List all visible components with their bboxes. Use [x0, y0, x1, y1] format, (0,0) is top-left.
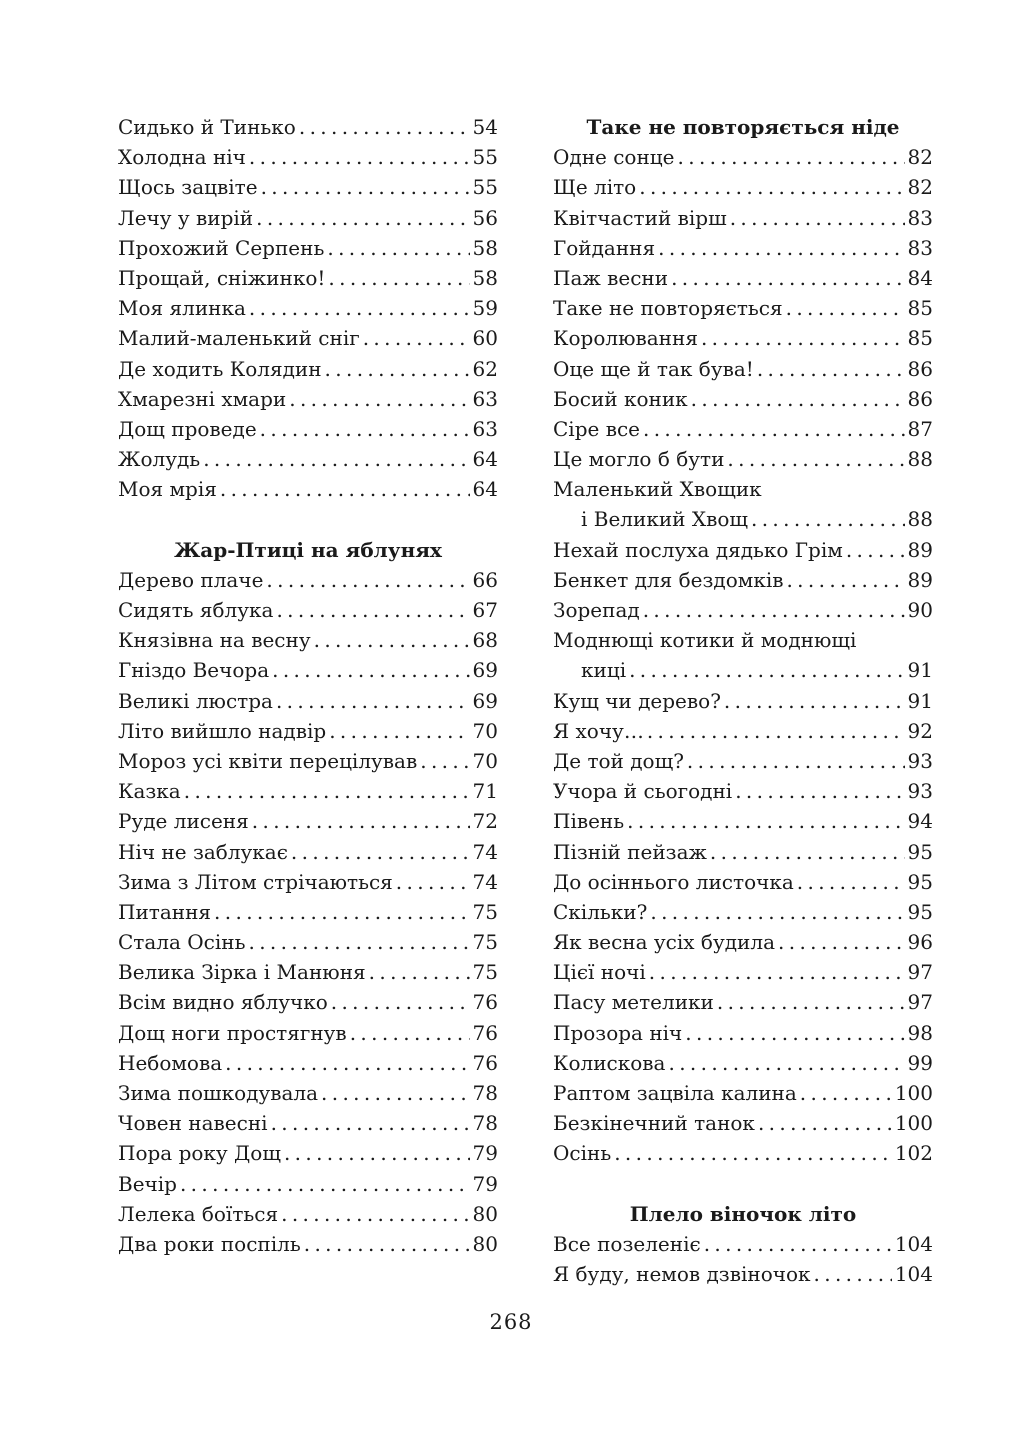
toc-entry-page: 64 [472, 447, 498, 472]
leader-dots [650, 897, 904, 927]
toc-group [553, 535, 933, 626]
toc-entry-page: 58 [472, 265, 498, 290]
leader-dots [735, 776, 904, 806]
toc-entry-page: 54 [472, 115, 498, 139]
leader-dots [420, 746, 469, 776]
toc-entry-title: Кущ чи дерево? [553, 688, 721, 713]
toc-entry-page: 74 [472, 869, 498, 894]
toc-entry-title: Великі люстра [118, 688, 273, 713]
leader-dots [276, 686, 470, 716]
toc-entry [553, 263, 933, 293]
toc-group [553, 686, 933, 1169]
toc-entry-title: Пасу метелики [553, 990, 714, 1015]
section-heading: Плело віночок літо [629, 1201, 857, 1226]
toc-entry [118, 837, 498, 867]
toc-entry [118, 776, 498, 806]
toc-entry-title: Казка [118, 779, 181, 804]
leader-dots [797, 867, 905, 897]
toc-entry-page: 74 [472, 839, 498, 864]
toc-entry-page: 96 [907, 930, 933, 955]
leader-dots [643, 414, 905, 444]
toc-entry-title: Гойдання [553, 235, 656, 260]
toc-entry-title: Півень [553, 809, 625, 834]
toc-entry [553, 354, 933, 384]
leader-dots [327, 233, 469, 263]
toc-entry [553, 987, 933, 1017]
toc-entry-wrapped [553, 625, 933, 685]
toc-entry-title: Де той дощ? [553, 748, 684, 773]
leader-dots [846, 535, 905, 565]
leader-dots [614, 1138, 892, 1168]
toc-entry [553, 1048, 933, 1078]
leader-dots [289, 384, 469, 414]
leader-dots [281, 1199, 469, 1229]
leader-dots [814, 1259, 892, 1289]
toc-entry-title: Таке не повторяється [553, 296, 783, 321]
toc-entry-page: 55 [472, 145, 498, 170]
leader-dots [325, 354, 470, 384]
toc-entry [118, 354, 498, 384]
leader-dots [800, 1078, 892, 1108]
leader-dots [724, 686, 905, 716]
toc-entry-title: Дощ ноги простягнув [118, 1020, 347, 1045]
toc-entry [553, 233, 933, 263]
toc-entry-title: Князівна на весну [118, 628, 311, 653]
toc-entry-title: Хмарезні хмари [118, 386, 287, 411]
toc-entry-page: 70 [472, 748, 498, 773]
toc-entry [553, 716, 933, 746]
leader-dots [214, 897, 470, 927]
toc-entry-title: Сидять яблука [118, 598, 274, 622]
toc-entry-page: 95 [907, 899, 933, 924]
section-gap [118, 504, 498, 534]
leader-dots [649, 957, 905, 987]
toc-entry [118, 1169, 498, 1199]
toc-entry-page: 100 [894, 1111, 933, 1136]
toc-entry-title: Це могло б бути [553, 447, 725, 472]
toc-entry-title: Дощ проведе [118, 416, 257, 441]
leader-dots [639, 172, 904, 202]
toc-entry [118, 625, 498, 655]
leader-dots [396, 867, 470, 897]
leader-dots [249, 293, 470, 323]
toc-entry-page: 92 [907, 718, 933, 743]
toc-entry [553, 776, 933, 806]
leader-dots [704, 1229, 892, 1259]
toc-entry-page: 62 [472, 356, 498, 381]
toc-entry-page: 87 [907, 416, 933, 441]
toc-entry-title: Оце ще й так бува! [553, 356, 754, 381]
toc-entry [553, 867, 933, 897]
toc-entry-page: 97 [907, 990, 933, 1015]
toc-entry [118, 1078, 498, 1108]
toc-entry-page: 88 [907, 507, 933, 532]
toc-entry-title: Прозора ніч [553, 1020, 683, 1045]
toc-entry [553, 293, 933, 323]
toc-entry-title: Руде лисеня [118, 809, 249, 834]
toc-entry-title: Безкінечний танок [553, 1111, 755, 1136]
leader-dots [758, 1108, 892, 1138]
toc-entry-page: 85 [907, 326, 933, 351]
toc-entry [553, 444, 933, 474]
toc-entry-title: Сидько й Тинько [118, 115, 296, 139]
toc-entry-page: 95 [907, 869, 933, 894]
leader-dots [331, 987, 470, 1017]
toc-entry-page: 99 [907, 1050, 933, 1075]
toc-entry-page: 86 [907, 386, 933, 411]
toc-entry-title: Я буду, немов дзвіночок [553, 1262, 811, 1287]
toc-group [118, 112, 498, 504]
toc-entry-title: Як весна усіх будила [553, 930, 776, 955]
toc-entry [118, 293, 498, 323]
leader-dots [284, 1138, 470, 1168]
leader-dots [727, 444, 904, 474]
section-heading: Таке не повторяється ніде [586, 115, 900, 139]
toc-entry [118, 897, 498, 927]
leader-dots [691, 384, 905, 414]
toc-entry-page: 76 [472, 1020, 498, 1045]
toc-group [553, 142, 933, 474]
leader-dots [321, 1078, 470, 1108]
toc-entry [118, 323, 498, 353]
toc-entry-page: 82 [907, 145, 933, 170]
leader-dots [701, 323, 905, 353]
toc-entry [118, 1018, 498, 1048]
toc-entry-page: 66 [472, 567, 498, 592]
toc-entry [118, 203, 498, 233]
leader-dots [256, 203, 469, 233]
toc-entry [553, 1018, 933, 1048]
toc-entry-page: 71 [472, 779, 498, 804]
toc-entry-page: 85 [907, 296, 933, 321]
toc-entry-title: Холодна ніч [118, 145, 246, 170]
leader-dots [350, 1018, 470, 1048]
leader-dots [225, 1048, 469, 1078]
leader-dots [710, 837, 905, 867]
toc-entry [118, 263, 498, 293]
toc-entry-page: 86 [907, 356, 933, 381]
toc-entry [553, 565, 933, 595]
toc-entry [118, 957, 498, 987]
toc-entry-page: 63 [472, 416, 498, 441]
toc-entry-title: Малий-маленький сніг [118, 326, 360, 351]
toc-entry [118, 444, 498, 474]
toc-entry-title: Літо вийшло надвір [118, 718, 327, 743]
toc-entry-title: Де ходить Колядин [118, 356, 322, 381]
leader-dots [647, 716, 905, 746]
toc-entry [118, 384, 498, 414]
leader-dots [363, 323, 470, 353]
toc-entry-title: Босий коник [553, 386, 688, 411]
toc-entry [118, 746, 498, 776]
toc-entry [118, 172, 498, 202]
toc-entry-title: Нехай послуха дядько Грім [553, 537, 843, 562]
toc-entry-page: 102 [894, 1141, 933, 1166]
toc-entry-page: 93 [907, 779, 933, 804]
toc-entry-title-line2: і Великий Хвощ [581, 507, 748, 532]
toc-entry-page: 67 [472, 598, 498, 622]
toc-entry-page: 88 [907, 447, 933, 472]
toc-entry-page: 98 [907, 1020, 933, 1045]
toc-entry-page: 70 [472, 718, 498, 743]
leader-dots [266, 565, 469, 595]
toc-entry [553, 414, 933, 444]
toc-entry [118, 927, 498, 957]
leader-dots [328, 263, 469, 293]
toc-entry-title: Ніч не заблукає [118, 839, 288, 864]
toc-entry-page: 72 [472, 809, 498, 834]
toc-entry [553, 806, 933, 836]
toc-entry-title: Скільки? [553, 899, 648, 924]
toc-entry [118, 474, 498, 504]
toc-entry-title: Прохожий Серпень [118, 235, 325, 260]
toc-entry-page: 78 [472, 1081, 498, 1105]
leader-dots [184, 776, 470, 806]
toc-entry-title: Гніздо Вечора [118, 658, 270, 683]
toc-entry-page: 79 [472, 1171, 498, 1196]
toc-entry [118, 686, 498, 716]
toc-entry [553, 1138, 933, 1168]
toc-entry [553, 1078, 933, 1108]
leader-dots [314, 625, 470, 655]
toc-entry [118, 414, 498, 444]
toc-left-column [118, 112, 498, 1259]
toc-entry [118, 1138, 498, 1168]
toc-entry-title: Дерево плаче [118, 567, 264, 592]
toc-entry-page: 104 [894, 1262, 933, 1287]
toc-entry-page: 90 [907, 598, 933, 622]
toc-entry-title: Все позеленіє [553, 1231, 701, 1256]
toc-entry [553, 142, 933, 172]
toc-entry-page: 80 [472, 1231, 498, 1256]
leader-dots [685, 1018, 904, 1048]
leader-dots [678, 142, 905, 172]
toc-entry [118, 233, 498, 263]
toc-entry-title: Моя мрія [118, 477, 217, 502]
leader-dots [329, 716, 469, 746]
toc-entry [118, 112, 498, 142]
toc-entry-page: 64 [472, 477, 498, 502]
toc-entry-title: Всім видно яблучко [118, 990, 328, 1015]
toc-entry [553, 323, 933, 353]
toc-entry-title: Одне сонце [553, 145, 675, 170]
toc-entry-title: Щось зацвіте [118, 175, 258, 200]
toc-entry-title: Два роки поспіль [118, 1231, 301, 1256]
toc-entry [553, 957, 933, 987]
toc-entry-title: Раптом зацвіла калина [553, 1081, 797, 1105]
toc-entry-title: Зима пошкодувала [118, 1081, 319, 1105]
toc-entry-title: Бенкет для бездомків [553, 567, 784, 592]
leader-dots [627, 806, 904, 836]
toc-entry-title: Пізній пейзаж [553, 839, 707, 864]
toc-entry-page: 68 [472, 628, 498, 653]
leader-dots [658, 233, 904, 263]
leader-dots [643, 595, 905, 625]
leader-dots [369, 957, 470, 987]
toc-entry-wrapped [553, 474, 933, 534]
leader-dots [249, 142, 470, 172]
toc-entry-page: 104 [894, 1231, 933, 1256]
toc-entry [553, 384, 933, 414]
toc-entry-page: 95 [907, 839, 933, 864]
toc-entry [118, 867, 498, 897]
section-gap [553, 1169, 933, 1199]
toc-entry [118, 716, 498, 746]
leader-dots [687, 746, 905, 776]
toc-right-column [553, 112, 933, 1289]
toc-entry-page: 80 [472, 1201, 498, 1226]
leader-dots [276, 595, 469, 625]
toc-entry [553, 595, 933, 625]
toc-entry-title: Зорепад [553, 598, 640, 622]
toc-entry-page: 56 [472, 205, 498, 230]
leader-dots [252, 806, 470, 836]
toc-entry-page: 60 [472, 326, 498, 351]
leader-dots [730, 203, 905, 233]
toc-entry [118, 655, 498, 685]
toc-entry-title: Питання [118, 899, 212, 924]
toc-entry-page: 91 [907, 658, 933, 683]
toc-entry [118, 987, 498, 1017]
toc-entry-title: Стала Осінь [118, 930, 246, 955]
page-number: 268 [489, 1310, 533, 1334]
leader-dots [272, 655, 469, 685]
leader-dots [757, 354, 905, 384]
leader-dots [778, 927, 905, 957]
toc-entry-title: Я хочу… [553, 718, 644, 743]
toc-entry [553, 535, 933, 565]
toc-entry-page: 100 [894, 1081, 933, 1105]
toc-entry-title-line1: Маленький Хвощик [553, 477, 762, 502]
toc-entry [553, 927, 933, 957]
toc-entry-title: Велика Зірка і Манюня [118, 960, 366, 985]
leader-dots [786, 565, 904, 595]
toc-entry-page: 91 [907, 688, 933, 713]
toc-entry-page: 94 [907, 809, 933, 834]
leader-dots [751, 504, 905, 534]
toc-entry-title: Цієї ночі [553, 960, 646, 985]
toc-entry [118, 565, 498, 595]
toc-entry [553, 1108, 933, 1138]
toc-entry-title-line2: киці [581, 658, 627, 683]
leader-dots [668, 1048, 904, 1078]
toc-entry-page: 58 [472, 235, 498, 260]
toc-entry [118, 1048, 498, 1078]
toc-entry-title: Лелека боїться [118, 1201, 279, 1226]
toc-entry [553, 1229, 933, 1259]
toc-entry-page: 59 [472, 296, 498, 321]
toc-entry-page: 82 [907, 175, 933, 200]
toc-entry [118, 1199, 498, 1229]
leader-dots [629, 655, 904, 685]
toc-entry-page: 78 [472, 1111, 498, 1136]
leader-dots [249, 927, 470, 957]
toc-entry [553, 686, 933, 716]
toc-entry [553, 837, 933, 867]
leader-dots [220, 474, 470, 504]
leader-dots [786, 293, 905, 323]
toc-entry-page: 93 [907, 748, 933, 773]
leader-dots [180, 1169, 470, 1199]
leader-dots [203, 444, 469, 474]
leader-dots [271, 1108, 470, 1138]
toc-entry-title: До осіннього листочка [553, 869, 794, 894]
toc-entry-title: Прощай, сніжинко! [118, 265, 326, 290]
toc-entry-title: Ще літо [553, 175, 637, 200]
leader-dots [260, 414, 470, 444]
toc-entry-title: Моя ялинка [118, 296, 246, 321]
toc-entry-page: 76 [472, 990, 498, 1015]
toc-entry [553, 203, 933, 233]
leader-dots [299, 112, 470, 142]
section-heading: Жар-Птиці на яблунях [174, 537, 442, 562]
toc-entry-title: Пора року Дощ [118, 1141, 281, 1166]
toc-entry-page: 97 [907, 960, 933, 985]
toc-entry [118, 1108, 498, 1138]
toc-entry-title: Паж весни [553, 265, 669, 290]
toc-entry-title: Небомова [118, 1050, 223, 1075]
toc-entry-title: Лечу у вирій [118, 205, 254, 230]
toc-entry [118, 1229, 498, 1259]
toc-entry-page: 76 [472, 1050, 498, 1075]
toc-entry-title: Королювання [553, 326, 698, 351]
leader-dots [261, 172, 470, 202]
toc-entry-title: Сіре все [553, 416, 640, 441]
toc-entry-page: 89 [907, 567, 933, 592]
toc-entry [553, 1259, 933, 1289]
toc-entry-page: 79 [472, 1141, 498, 1166]
leader-dots [304, 1229, 470, 1259]
toc-entry-title: Зима з Літом стрічаються [118, 869, 393, 894]
toc-entry [553, 746, 933, 776]
toc-entry-page: 75 [472, 930, 498, 955]
leader-dots [291, 837, 470, 867]
leader-dots [671, 263, 904, 293]
toc-entry-title-line1: Моднющі котики й моднющі [553, 628, 857, 653]
toc-entry-page: 69 [472, 658, 498, 683]
toc-entry-page: 63 [472, 386, 498, 411]
toc-group [553, 1229, 933, 1289]
toc-entry-page: 84 [907, 265, 933, 290]
toc-entry-title: Квітчастий вірш [553, 205, 727, 230]
toc-entry-page: 75 [472, 899, 498, 924]
toc-entry-page: 69 [472, 688, 498, 713]
toc-entry-title: Мороз усі квіти перецілував [118, 748, 418, 773]
toc-entry-title: Човен навесні [118, 1111, 268, 1136]
toc-entry-page: 83 [907, 235, 933, 260]
toc-entry [118, 595, 498, 625]
toc-entry-page: 83 [907, 205, 933, 230]
leader-dots [717, 987, 905, 1017]
toc-entry-title: Учора й сьогодні [553, 779, 733, 804]
toc-entry-page: 75 [472, 960, 498, 985]
toc-entry-page: 89 [907, 537, 933, 562]
toc-entry-title: Колискова [553, 1050, 666, 1075]
toc-entry [118, 806, 498, 836]
toc-entry-title: Вечір [118, 1171, 177, 1196]
toc-entry [553, 897, 933, 927]
toc-entry-page: 55 [472, 175, 498, 200]
toc-entry-title: Жолудь [118, 447, 201, 472]
toc-group [118, 565, 498, 1259]
toc-entry [118, 142, 498, 172]
toc-entry-title: Осінь [553, 1141, 612, 1166]
toc-entry [553, 172, 933, 202]
